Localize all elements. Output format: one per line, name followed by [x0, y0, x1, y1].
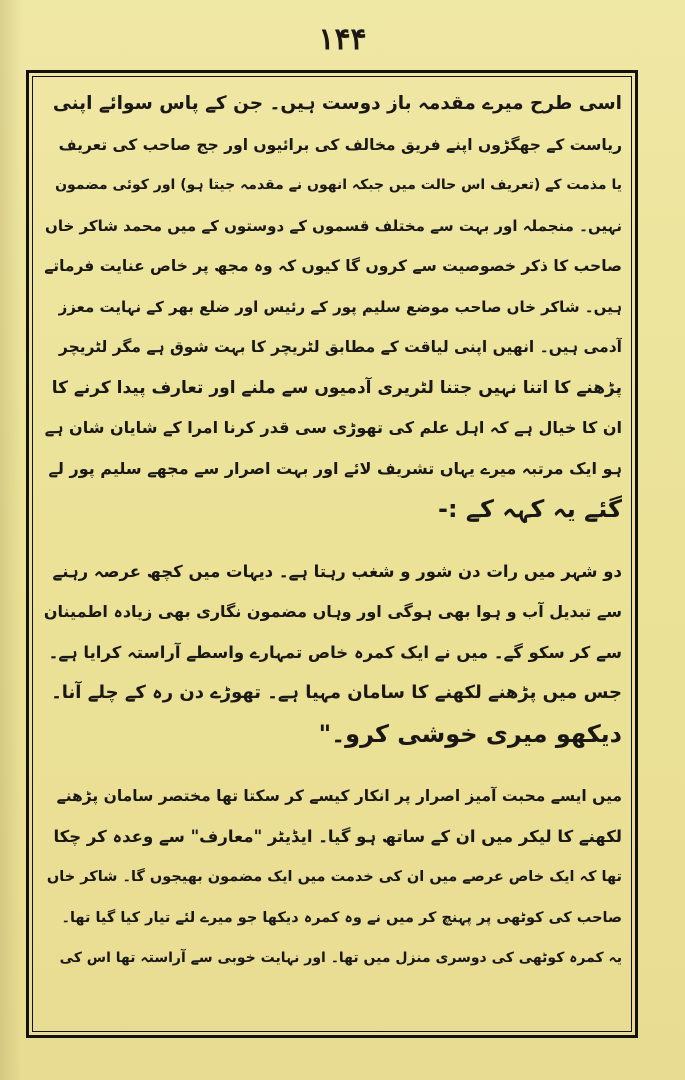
text-line: صاحب کا ذکر خصوصیت سے کروں گا کیوں کہ وہ مجھ پر خاص عنایت فرماتے	[44, 257, 622, 275]
text-line: ہیں۔ شاکر خاں صاحب موضع سلیم پور کے رئیس اور ضلع بھر کے نہایت معزز	[58, 297, 622, 316]
text-line: میں ایسے محبت آمیز اصرار پر انکار کیسے کر سکتا تھا مختصر سامان پڑھنے	[56, 787, 622, 805]
text-line: یا مذمت کے (تعریف اس حالت میں جبکہ انھوں نے مقدمہ جیتا ہو) اور کوئی مضمون	[55, 177, 622, 193]
page-number: ۱۴۴	[318, 22, 367, 57]
text-line: صاحب کی کوٹھی پر پہنچ کر میں نے وہ کمرہ دیکھا جو میرے لئے تیار کیا گیا تھا۔	[61, 909, 622, 926]
text-line: گئے یہ کہہ کے :-	[438, 495, 622, 523]
text-line: دو شہر میں رات دن شور و شغب رہتا ہے۔ دیہات میں کچھ عرصہ رہنے	[52, 561, 622, 581]
text-line: پڑھنے کا اتنا نہیں جتنا لٹریری آدمیوں سے ملنے اور تعارف پیدا کرنے کا	[51, 377, 622, 398]
text-line: ان کا خیال ہے کہ اہل علم کی تھوڑی سی قدر کرنا امرا کے شایان شان ہے	[44, 418, 622, 437]
text-line: سے تبدیل آب و ہوا بھی ہوگی اور وہاں مضمون نگاری بھی زیادہ اطمینان	[44, 602, 622, 621]
text-line: ہو ایک مرتبہ میرے یہاں تشریف لائے اور بہت اصرار سے مجھے سلیم پور لے	[48, 458, 622, 478]
text-line: دیکھو میری خوشی کرو۔"	[318, 719, 622, 748]
body-text	[44, 84, 622, 979]
text-line: لکھنے کا لیکر میں ان کے ساتھ ہو گیا۔ ایڈیٹر "معارف" سے وعدہ کر چکا	[53, 826, 622, 846]
text-line: نہیں۔ منجملہ اور بہت سے مختلف قسموں کے دوستوں کے میں محمد شاکر خاں	[45, 216, 622, 235]
text-line: اسی طرح میرے مقدمہ باز دوست ہیں۔ جن کے پاس سوائے اپنی	[52, 93, 622, 114]
text-line	[44, 754, 622, 776]
text-line: سے کر سکو گے۔ میں نے ایک کمرہ خاص تمہارے واسطے آراستہ کرایا ہے۔	[48, 642, 622, 662]
text-line: یہ کمرہ کوٹھی کی دوسری منزل میں تھا۔ اور نہایت خوبی سے آراستہ تھا اس کی	[59, 950, 622, 966]
text-line: آدمی ہیں۔ انھیں اپنی لیاقت کے مطابق لٹریچر کا بہت شوق ہے مگر لٹریچر	[58, 338, 622, 356]
text-line: جس میں پڑھنے لکھنے کا سامان مہیا ہے۔ تھوڑے دن رہ کے چلے آنا۔	[51, 682, 622, 703]
text-line: ریاست کے جھگڑوں اپنے فریق مخالف کی برائیوں اور جج صاحب کی تعریف	[58, 135, 622, 154]
text-line: تھا کہ ایک خاص عرصے میں ان کی خدمت میں ایک مضمون بھیجوں گا۔ شاکر خاں	[46, 869, 622, 885]
text-line	[44, 530, 622, 552]
